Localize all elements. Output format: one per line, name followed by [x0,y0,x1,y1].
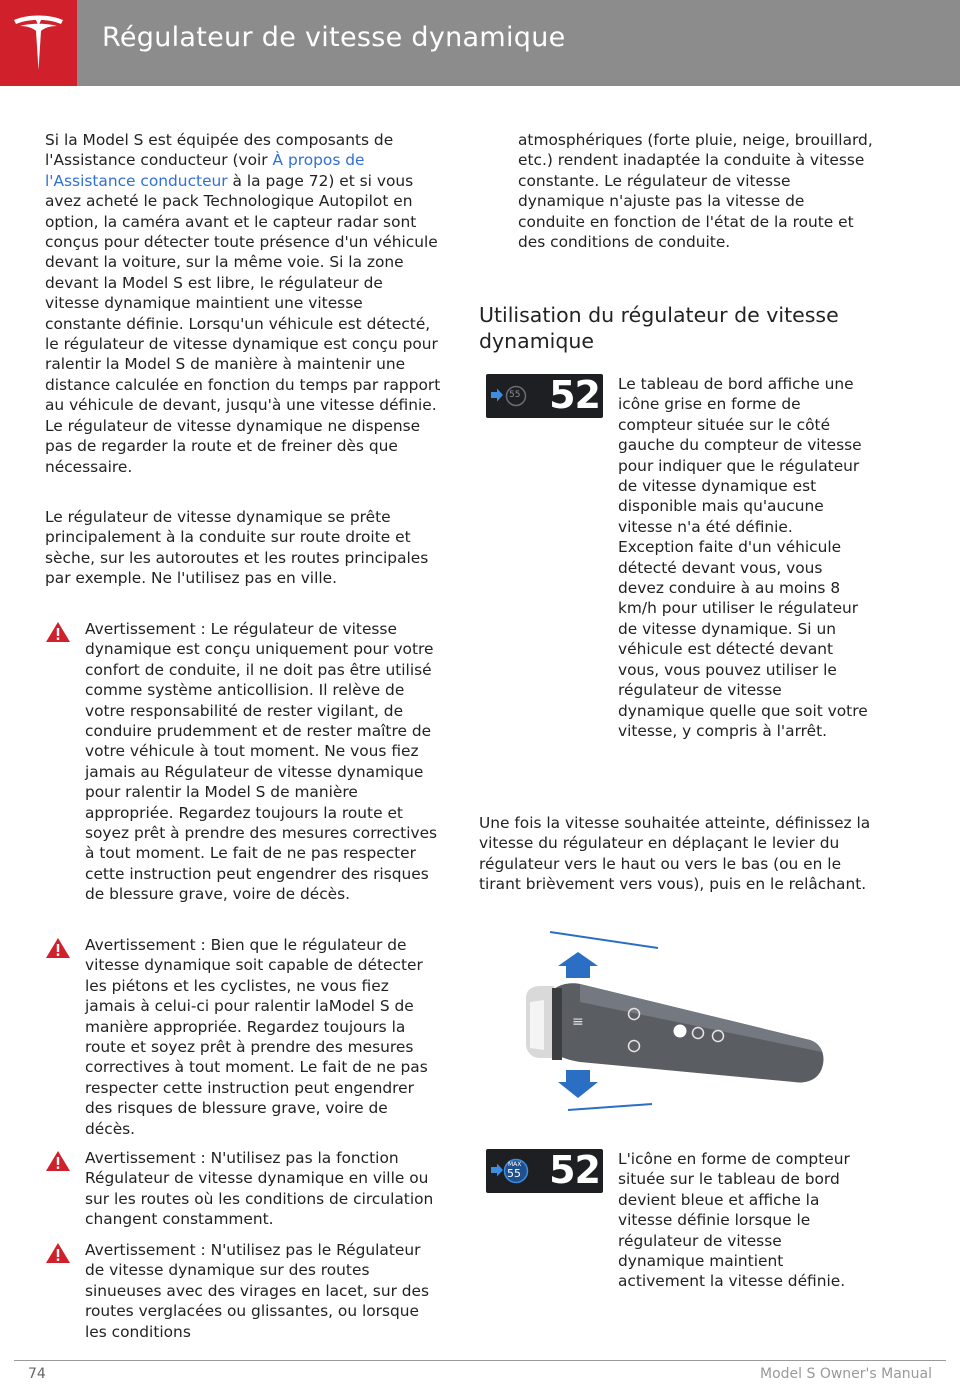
arrow-down-icon [558,1070,598,1098]
arrow-up-icon [558,952,598,978]
page-title: Régulateur de vitesse dynamique [102,22,566,53]
warning-icon [45,621,71,643]
current-speed: 52 [549,373,600,417]
tesla-logo-icon [10,14,67,72]
arrow-right-icon [490,1163,504,1177]
warning-icon [45,1242,71,1264]
gauge-set-value: 55 [507,1167,521,1180]
gauge-set-value: 55 [509,390,521,400]
page-header [0,0,960,86]
page-number: 74 [28,1366,46,1382]
footer-divider [14,1360,946,1361]
tesla-logo [0,0,77,86]
warning-text: Avertissement : N'utilisez pas la fonction Régulateur de vitesse dynamique en ville ou sur les routes où les conditions de circulation changent constamment. [85,1149,434,1229]
warning-text: Avertissement : Bien que le régulateur de vitesse dynamique soit capable de détecter les piétons et les cyclistes, ne vous fiez jamais à celui-ci pour ralentir laModel S de manière appropriée. Regardez toujours la route et soyez prêt à prendre des mesures correctives à tout moment. Le fait de ne pas respecter cette instruction peut engendrer des risques de blessure grave, voire de décès. [85,936,428,1138]
continued-paragraph: atmosphériques (forte pluie, neige, brouillard, etc.) rendent inadaptée la conduite à vitesse constante. Le régulateur de vitesse dynamique n'ajuste pas la vitesse de conduite en fonction de l'état de la route et des conditions de conduite. [518,131,873,252]
cluster2-description: L'icône en forme de compteur située sur le tableau de bord devient bleue et affiche la vitesse définie lorsque le régulateur de vitesse dynamique maintient activement la vitesse définie. [618,1150,850,1291]
intro-text-b: à la page 72) et si vous avez acheté le pack Technologique Autopilot en option, la caméra avant et le capteur radar sont conçus pour détecter toute présence d'un véhicule devant la voiture, sur la même voie. Si la zone devant la Model S est libre, le régulateur de vitesse dynamique maintient une vitesse constante définie. Lorsqu'un véhicule est détecté, le régulateur de vitesse dynamique est conçu pour ralentir la Model S de manière à maintenir une distance calculée en fonction du temps par rapport au véhicule de devant, jusqu'à une vitesse définie. Le régulateur de vitesse dynamique ne dispense pas de regarder la route et de freiner dès que nécessaire. [45,171,441,476]
set-speed-paragraph: Une fois la vitesse souhaitée atteinte, définissez la vitesse du régulateur en déplaçant le levier du régulateur vers le haut ou vers le bas (ou en le tirant brièvement vers vous), puis en le relâchant. [479,814,871,894]
warning-icon [45,937,71,959]
usage-paragraph: Le régulateur de vitesse dynamique se prête principalement à la conduite sur route droite et sèche, sur les autoroutes et les routes principales par exemple. Ne l'utilisez pas en ville. [45,508,429,588]
gauge-max-label: MAX [508,1161,522,1168]
cluster1-description: Le tableau de bord affiche une icône grise en forme de compteur située sur le côté gauche du compteur de vitesse pour indiquer que le régulateur de vitesse dynamique est disponible mais qu'aucune vitesse n'a été définie. Exception faite d'un véhicule détecté devant vous, vous devez conduire à au moins 8 km/h pour utiliser le régulateur de vitesse dynamique. Si un véhicule est détecté devant vous, vous pouvez utiliser le régulateur de vitesse dynamique quelle que soit votre vitesse, y compris à l'arrêt. [618,375,868,740]
cruise-lever-illustration [510,928,840,1118]
manual-name: Model S Owner's Manual [760,1366,932,1382]
assist-link[interactable]: À propos de l'Assistance conducteur [45,151,365,190]
svg-text:≡: ≡ [572,1014,584,1030]
arrow-right-icon [490,388,504,402]
warning-text: Avertissement : N'utilisez pas le Régulateur de vitesse dynamique sur des routes sinueuses avec des virages en lacet, sur des routes verglacées ou glissantes, ou lorsque les conditions [85,1241,430,1341]
current-speed: 52 [549,1148,600,1192]
intro-text-a: Si la Model S est équipée des composants de l'Assistance conducteur (voir [45,131,394,170]
warning-icon [45,1150,71,1172]
cluster-display-active [486,1149,603,1193]
intro-paragraph [45,130,441,477]
cluster-display-standby [486,374,603,418]
section-heading: Utilisation du régulateur de vitesse dynamique [479,303,839,353]
warning-text: Avertissement : Le régulateur de vitesse dynamique est conçu uniquement pour votre confort de conduite, il ne doit pas être utilisé comme système anticollision. Il relève de votre responsabilité de rester vigilant, de conduire prudemment et de rester maître de votre véhicule à tout moment. Ne vous fiez jamais au Régulateur de vitesse dynamique pour ralentir la Model S de manière appropriée. Regardez toujours la route et soyez prêt à prendre des mesures correctives à tout moment. Le fait de ne pas respecter cette instruction peut engendrer des risques de blessure grave, voire de décès. [85,620,438,904]
